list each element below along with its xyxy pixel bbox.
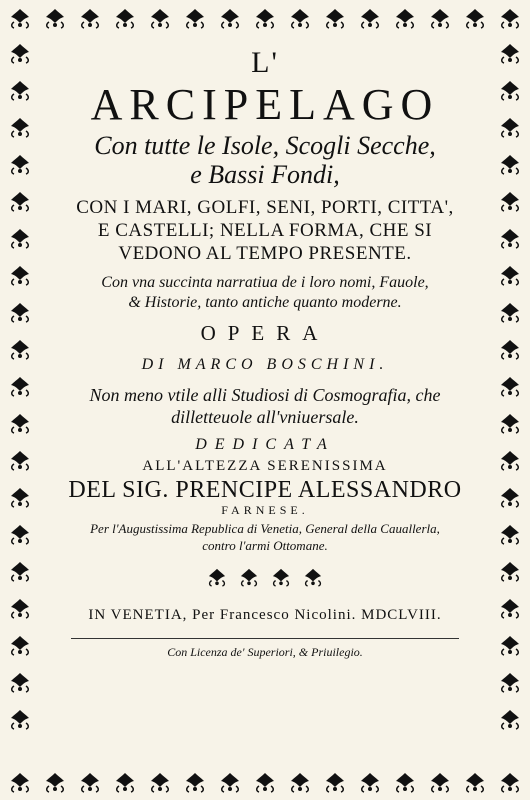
imprint-line: IN VENETIA, Per Francesco Nicolini. MDCLVIII. <box>88 607 442 623</box>
fleuron-ornament <box>195 566 335 588</box>
subtitle-line-1: Con tutte le Isole, Scogli Secche, <box>94 131 436 160</box>
border-fleuron <box>11 266 29 285</box>
border-fleuron <box>361 773 379 792</box>
border-fleuron <box>221 9 239 28</box>
border-fleuron <box>501 340 519 359</box>
border-fleuron <box>291 773 309 792</box>
subtitle-line-2: e Bassi Fondi, <box>190 160 340 189</box>
border-fleuron <box>11 81 29 100</box>
border-fleuron <box>501 155 519 174</box>
border-fleuron <box>116 773 134 792</box>
border-fleuron <box>291 9 309 28</box>
border-fleuron <box>11 773 29 792</box>
narrative-line-1: Con vna succinta narratiua de i loro nomi, Fauole, <box>101 274 429 291</box>
license-line: Con Licenza de' Superiori, & Priuilegio. <box>167 645 363 659</box>
useful-line-1: Non meno vtile alli Studiosi di Cosmografia, che <box>89 385 441 405</box>
border-fleuron <box>501 710 519 729</box>
border-fleuron <box>11 414 29 433</box>
author-line: DI MARCO BOSCHINI. <box>141 356 389 373</box>
book-title: ARCIPELAGO <box>90 80 440 129</box>
border-fleuron <box>11 155 29 174</box>
caps-line-1: CON I MARI, GOLFI, SENI, PORTI, CITTA', <box>76 197 454 218</box>
narrative-line-2: & Historie, tanto antiche quanto moderne. <box>128 294 402 311</box>
border-fleuron <box>11 340 29 359</box>
border-fleuron <box>11 377 29 396</box>
border-fleuron <box>501 81 519 100</box>
border-fleuron <box>256 773 274 792</box>
border-fleuron <box>11 673 29 692</box>
border-fleuron <box>11 118 29 137</box>
border-fleuron <box>396 9 414 28</box>
border-fleuron <box>11 599 29 618</box>
border-fleuron <box>11 710 29 729</box>
republica-line-2: contro l'armi Ottomane. <box>202 538 328 553</box>
border-fleuron <box>46 9 64 28</box>
article-l: L' <box>251 46 279 79</box>
border-fleuron <box>501 451 519 470</box>
border-fleuron <box>501 599 519 618</box>
border-fleuron <box>501 118 519 137</box>
title-block <box>58 46 472 660</box>
caps-line-2: E CASTELLI; NELLA FORMA, CHE SI <box>97 220 433 241</box>
border-fleuron <box>11 525 29 544</box>
prencipe-line: DEL SIG. PRENCIPE ALESSANDRO <box>68 477 462 503</box>
border-fleuron <box>46 773 64 792</box>
border-fleuron <box>11 303 29 322</box>
border-fleuron <box>501 303 519 322</box>
border-fleuron <box>501 525 519 544</box>
caps-line-3: VEDONO AL TEMPO PRESENTE. <box>118 243 412 264</box>
border-fleuron <box>501 636 519 655</box>
border-fleuron <box>501 673 519 692</box>
border-fleuron <box>11 229 29 248</box>
border-fleuron <box>466 773 484 792</box>
border-fleuron <box>81 9 99 28</box>
border-fleuron <box>11 451 29 470</box>
farnese-line: FARNESE. <box>221 503 309 517</box>
border-fleuron <box>11 636 29 655</box>
border-fleuron <box>186 9 204 28</box>
border-fleuron <box>361 9 379 28</box>
useful-line-2: dilletteuole all'vniuersale. <box>171 407 359 427</box>
border-fleuron <box>11 488 29 507</box>
border-fleuron <box>501 562 519 581</box>
border-fleuron <box>81 773 99 792</box>
opera-heading: OPERA <box>200 321 330 345</box>
border-fleuron <box>11 9 29 28</box>
border-fleuron <box>11 192 29 211</box>
border-fleuron <box>501 9 519 28</box>
border-fleuron <box>151 773 169 792</box>
border-fleuron <box>501 229 519 248</box>
border-fleuron <box>186 773 204 792</box>
border-fleuron <box>431 9 449 28</box>
border-fleuron <box>501 488 519 507</box>
border-fleuron <box>431 773 449 792</box>
border-fleuron <box>11 44 29 63</box>
border-fleuron <box>501 414 519 433</box>
border-fleuron <box>151 9 169 28</box>
border-fleuron <box>501 773 519 792</box>
border-fleuron <box>396 773 414 792</box>
border-fleuron <box>326 9 344 28</box>
border-fleuron <box>11 562 29 581</box>
divider <box>71 638 459 639</box>
border-fleuron <box>501 192 519 211</box>
border-fleuron <box>501 266 519 285</box>
border-fleuron <box>466 9 484 28</box>
border-fleuron <box>501 377 519 396</box>
dedicata-heading: DEDICATA <box>195 436 335 453</box>
border-fleuron <box>221 773 239 792</box>
border-fleuron <box>326 773 344 792</box>
border-fleuron <box>116 9 134 28</box>
border-fleuron <box>256 9 274 28</box>
altezza-line: ALL'ALTEZZA SERENISSIMA <box>142 458 388 474</box>
border-fleuron <box>501 44 519 63</box>
republica-line-1: Per l'Augustissima Republica di Venetia, General della Cauallerla, <box>90 521 440 536</box>
